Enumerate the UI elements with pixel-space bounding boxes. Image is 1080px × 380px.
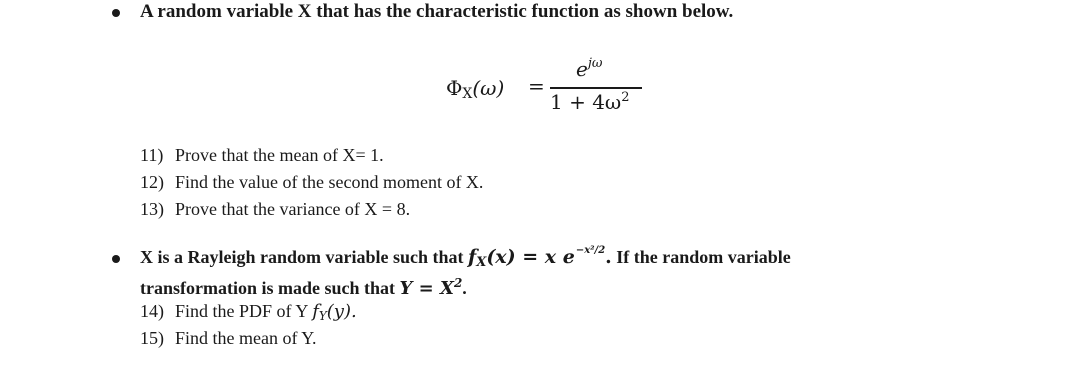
problem-statement-1: A random variable X that has the characteristic function as shown below. xyxy=(140,1,734,22)
question-11: 11) Prove that the mean of X= 1. xyxy=(140,145,384,165)
bullet-point xyxy=(112,255,120,263)
question-14: 14) Find the PDF of Y fY(y). xyxy=(140,301,357,323)
pdf-expression: $f_X(x) = x$ $e^{-x^2/2}$. xyxy=(468,245,612,270)
fraction-denominator: $1 + 4\omega^2$ xyxy=(550,90,630,114)
problem-statement-2-line2: transformation is made such that $Y = X^2$. xyxy=(140,276,467,299)
bullet-point xyxy=(112,9,120,17)
question-15: 15) Find the mean of Y. xyxy=(140,328,317,348)
problem-statement-2: X is a Rayleigh random variable such that $f_X(x) = x$ $e^{-x^2/2}$. If the random variable xyxy=(140,245,791,270)
equation-lhs: $\Phi_X(\omega)$ xyxy=(446,76,505,102)
fraction-numerator: $e^{j\omega}$ xyxy=(576,56,603,81)
equals-sign: = xyxy=(528,74,545,98)
fraction-bar xyxy=(550,87,642,89)
question-12: 12) Find the value of the second moment of X. xyxy=(140,172,484,192)
question-13: 13) Prove that the variance of X = 8. xyxy=(140,199,411,219)
